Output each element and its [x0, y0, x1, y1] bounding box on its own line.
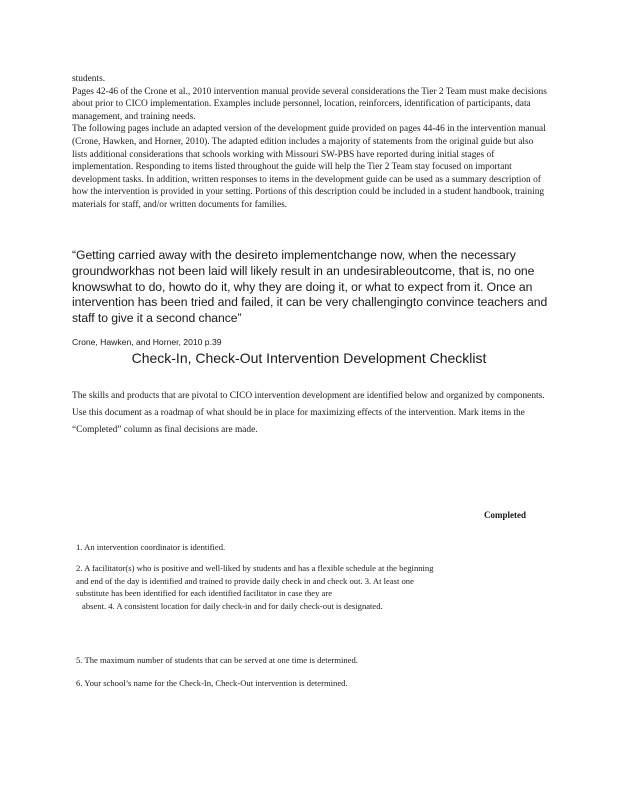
checklist-item-1: 1. An intervention coordinator is identified. — [76, 542, 226, 552]
checklist-item-2-3-4 — [76, 562, 442, 612]
quote-citation: Crone, Hawken, and Horner, 2010 p.39 — [72, 337, 222, 347]
checklist-description: The skills and products that are pivotal to CICO intervention development are identified below and organized by components. Use this document as a roadmap of what should be in place for maximizing effects of the intervention. Mark items in the “Completed” column as final decisions are made. — [72, 391, 545, 435]
intro-text — [72, 73, 550, 212]
intro-paragraph-adapted-guide: The following pages include an adapted version of the development guide provided on pages 44-46 in the intervention manual (Crone, Hawken, and Horner, 2010). The adapted edition includes a majority of statements from the original guide but also lists additional considerations that schools working with Missouri SW-PBS have reported during initial stages of implementation. Responding to items listed throughout the guide will help the Tier 2 Team stay focused on important development tasks. In addition, written responses to items in the development guide can be used as a summary description of how the intervention is provided in your setting. Portions of this description could be included in a student handbook, training materials for staff, and/or written documents for families. — [72, 124, 546, 210]
checklist-item-5: 5. The maximum number of students that can be served at one time is determined. — [76, 655, 358, 665]
checklist-title: Check-In, Check-Out Intervention Development Checklist — [131, 350, 487, 366]
checklist-item-2-text: 2. A facilitator(s) who is positive and well-liked by students and has a flexible schedule at the beginning and end of the day is identified and trained to provide daily check in and check out. 3. At least one substitute has been identified for each identified facilitator in case they are — [76, 563, 434, 599]
checklist-item-absent-text: absent. 4. A consistent location for daily check-in and for daily check-out is designated. — [82, 600, 383, 611]
checklist-item-6: 6. Your school’s name for the Check-In, Check-Out intervention is determined. — [76, 678, 348, 688]
completed-column-header: Completed — [484, 510, 526, 520]
pull-quote: “Getting carried away with the desireto implementchange now, when the necessary groundworkhas not been laid will likely result in an undesirableoutcome, that is, no one knowswhat to do, howto do it, why they are doing it, or what to expect from it. Once an intervention has been tried and failed, it can be very challengingto convince teachers and staff to give it a second chance” — [72, 248, 548, 326]
intro-paragraph-considerations: Pages 42-46 of the Crone et al., 2010 intervention manual provide several considerations the Tier 2 Team must make decisions about prior to CICO implementation. Examples include personnel, location, reinforcers, identification of participants, data management, and training needs. — [72, 86, 547, 122]
intro-paragraph-students: students. — [72, 74, 106, 84]
